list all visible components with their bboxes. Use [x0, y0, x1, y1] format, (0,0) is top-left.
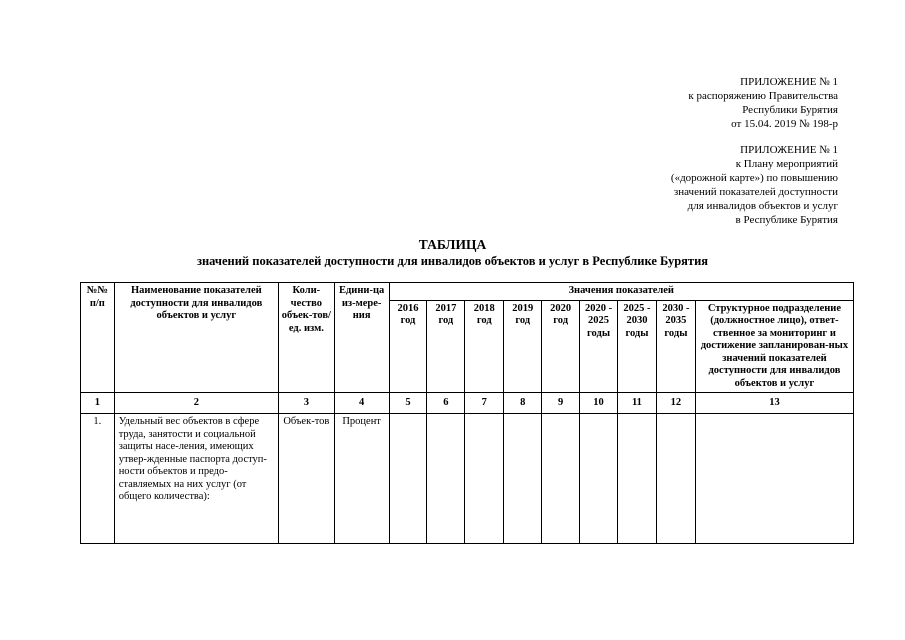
column-number: 9 [542, 393, 580, 414]
header-period-2025-2030: 2025 - 2030 годы [617, 300, 656, 393]
header-name: Наименование показателей доступности для инвалидов объектов и услуг [114, 283, 278, 393]
row-value-2025-2030 [617, 414, 656, 544]
header-year-2017: 2017 год [427, 300, 465, 393]
appendix-line: от 15.04. 2019 № 198-р [731, 118, 838, 130]
header-period-2020-2025: 2020 - 2025 годы [580, 300, 618, 393]
column-number: 10 [580, 393, 618, 414]
appendix-line: для инвалидов объектов и услуг [687, 200, 838, 212]
row-quantity: Объек-тов [278, 414, 334, 544]
appendix-line: значений показателей доступности [673, 186, 838, 198]
document-title [0, 236, 905, 269]
appendix-line: ПРИЛОЖЕНИЕ № 1 [740, 144, 838, 156]
appendix-line: к Плану мероприятий [735, 158, 838, 170]
column-number: 3 [278, 393, 334, 414]
header-period-2030-2035: 2030 - 2035 годы [656, 300, 695, 393]
header-year-2016: 2016 год [389, 300, 427, 393]
header-responsible: Структурное подразделение (должностное лицо), ответ-ственное за мониторинг и достижение запланирован-ных значений показателей доступности для инвалидов объектов и услуг [695, 300, 853, 393]
row-value-2020-2025 [580, 414, 618, 544]
column-number: 13 [695, 393, 853, 414]
row-value-2020 [542, 414, 580, 544]
header-year-2020: 2020 год [542, 300, 580, 393]
column-number-row [81, 393, 854, 414]
column-number: 8 [504, 393, 542, 414]
column-number: 4 [334, 393, 389, 414]
appendix-line: в Республике Бурятия [735, 214, 838, 226]
row-value-2016 [389, 414, 427, 544]
appendix-line: к распоряжению Правительства [688, 90, 838, 102]
row-name: Удельный вес объектов в сфере труда, занятости и социальной защиты насе-ления, имеющих утвер-жденные паспорта доступ-ности объектов и предо-ставляемых на них услуг (от общего количества): [114, 414, 278, 544]
header-year-2019: 2019 год [504, 300, 542, 393]
row-responsible [695, 414, 853, 544]
appendix-header-top [688, 75, 838, 131]
column-number: 11 [617, 393, 656, 414]
appendix-line: Республики Бурятия [742, 104, 838, 116]
row-value-2017 [427, 414, 465, 544]
header-num: №№ п/п [81, 283, 115, 393]
header-unit: Едини-ца из-мере-ния [334, 283, 389, 393]
column-number: 2 [114, 393, 278, 414]
row-unit: Процент [334, 414, 389, 544]
column-number: 1 [81, 393, 115, 414]
indicators-table [80, 282, 854, 544]
table-row [81, 414, 854, 544]
appendix-header-second [671, 143, 838, 227]
row-num: 1. [81, 414, 115, 544]
header-row-top [81, 283, 854, 301]
title-subheading: значений показателей доступности для инвалидов объектов и услуг в Республике Бурятия [196, 254, 709, 268]
row-value-2030-2035 [656, 414, 695, 544]
column-number: 5 [389, 393, 427, 414]
appendix-line: («дорожной карте») по повышению [670, 172, 838, 184]
appendix-line: ПРИЛОЖЕНИЕ № 1 [740, 76, 838, 88]
row-value-2019 [504, 414, 542, 544]
row-value-2018 [465, 414, 504, 544]
header-quantity: Коли-чество объек-тов/ед. изм. [278, 283, 334, 393]
header-year-2018: 2018 год [465, 300, 504, 393]
title-heading: ТАБЛИЦА [418, 237, 487, 252]
column-number: 7 [465, 393, 504, 414]
column-number: 6 [427, 393, 465, 414]
column-number: 12 [656, 393, 695, 414]
header-values-group: Значения показателей [389, 283, 854, 301]
